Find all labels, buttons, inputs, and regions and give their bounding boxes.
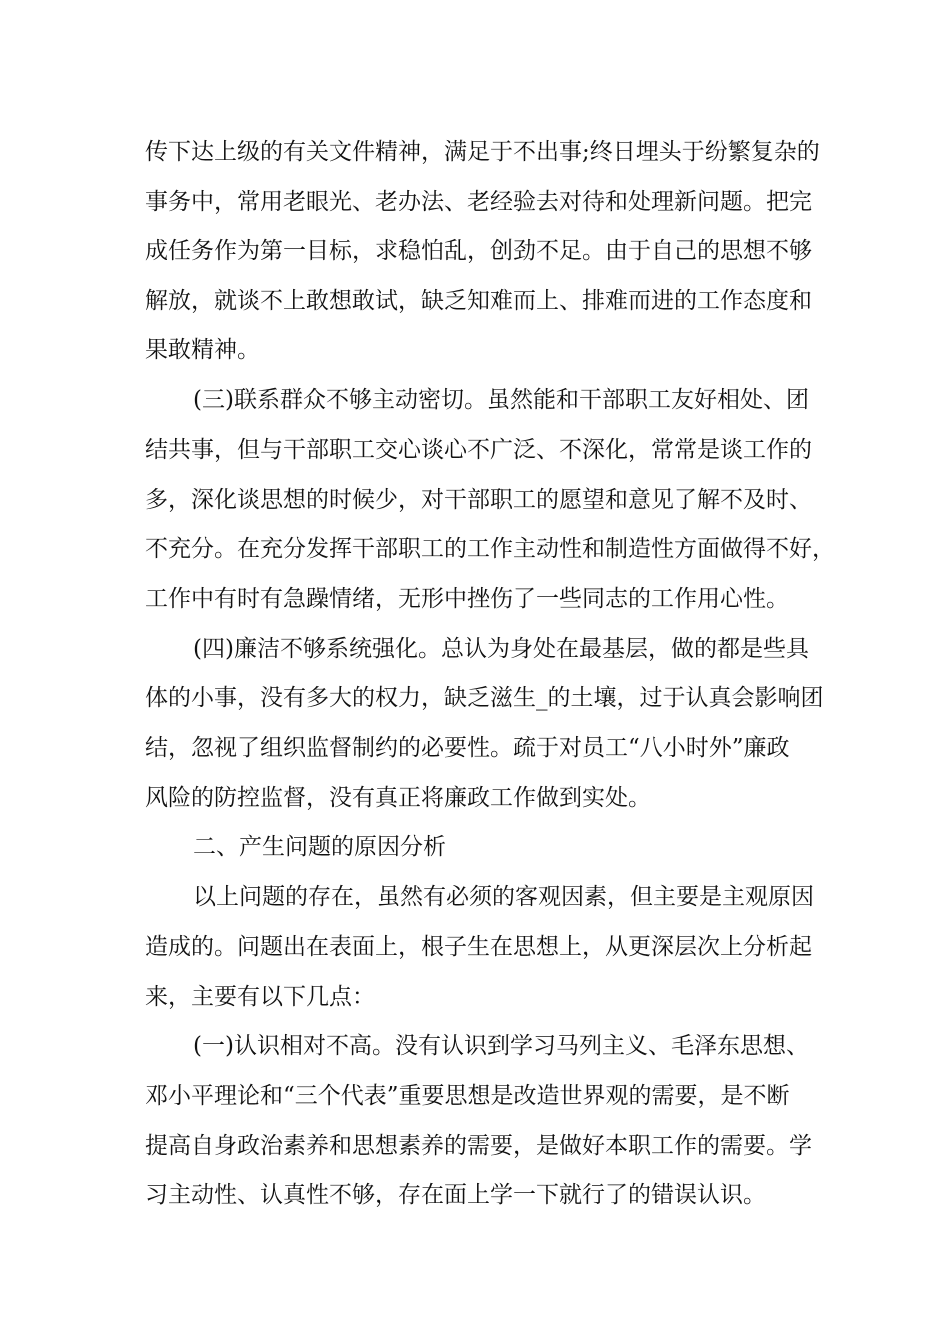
text-line-20: 邓小平理论和“三个代表”重要思想是改造世界观的需要，是不断 [145, 1083, 790, 1109]
text-line-7: 结共事，但与干部职工交心谈心不广泛、不深化，常常是谈工作的 [145, 437, 812, 463]
text-line-2: 事务中，常用老眼光、老办法、老经验去对待和处理新问题。把完 [145, 189, 812, 215]
text-line-13: 结，忽视了组织监督制约的必要性。疏于对员工“八小时外”廉政 [145, 735, 790, 761]
text-line-12: 体的小事，没有多大的权力，缺乏滋生_的土壤，过于认真会影响团 [145, 685, 824, 711]
section-heading-two: 二、产生问题的原因分析 [193, 834, 446, 860]
text-line-18: 来，主要有以下几点： [145, 984, 375, 1010]
paragraph-three-start: (三)联系群众不够主动密切。虽然能和干部职工友好相处、团 [193, 387, 809, 413]
paragraph-cause-start: 以上问题的存在，虽然有必须的客观因素，但主要是主观原因 [193, 884, 814, 910]
paragraph-four-start: (四)廉洁不够系统强化。总认为身处在最基层，做的都是些具 [193, 636, 809, 662]
text-line-17: 造成的。问题出在表面上，根子生在思想上，从更深层次上分析起 [145, 934, 812, 960]
text-line-1: 传下达上级的有关文件精神，满足于不出事;终日埋头于纷繁复杂的 [145, 139, 820, 165]
text-line-5: 果敢精神。 [145, 337, 260, 363]
text-line-14: 风险的防控监督，没有真正将廉政工作做到实处。 [145, 785, 651, 811]
paragraph-one-start: (一)认识相对不高。没有认识到学习马列主义、毛泽东思想、 [193, 1033, 809, 1059]
text-line-8: 多，深化谈思想的时候少，对干部职工的愿望和意见了解不及时、 [145, 487, 812, 513]
text-line-21: 提高自身政治素养和思想素养的需要，是做好本职工作的需要。学 [145, 1133, 812, 1159]
text-line-9: 不充分。在充分发挥干部职工的工作主动性和制造性方面做得不好， [145, 536, 835, 562]
text-line-22: 习主动性、认真性不够，存在面上学一下就行了的错误认识。 [145, 1182, 766, 1208]
text-line-3: 成任务作为第一目标，求稳怕乱，创劲不足。由于自己的思想不够 [145, 238, 812, 264]
text-line-10: 工作中有时有急躁情绪，无形中挫伤了一些同志的工作用心性。 [145, 586, 789, 612]
text-line-4: 解放，就谈不上敢想敢试，缺乏知难而上、排难而进的工作态度和 [145, 288, 812, 314]
